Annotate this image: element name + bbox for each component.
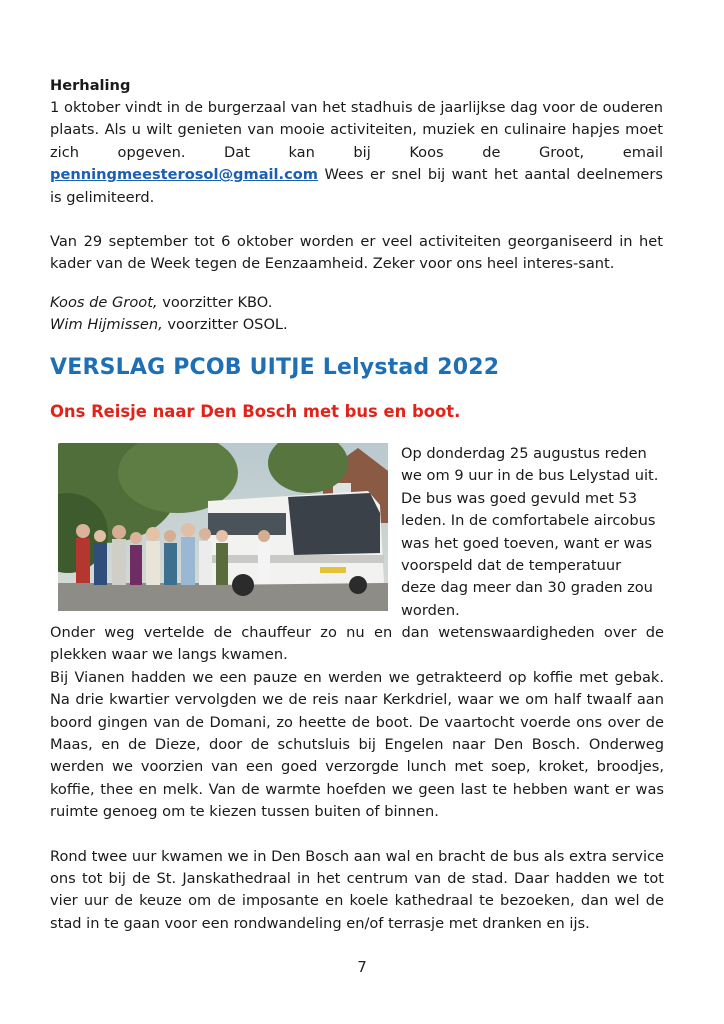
signature-role-1: voorzitter KBO.: [157, 293, 273, 311]
side-line: voorspeld dat de temperatuur: [401, 557, 622, 575]
article-paragraph-main: Onder weg vertelde de chauffeur zo nu en dan wetenswaardigheden over de plekken waar we langs kwamen. Bij Vianen hadden we een pauze en werden we getrakteerd op koffie met gebak. Na drie kwartier vervolgden we de reis naar Kerkdriel, waar we om half twaalf aan boord gingen van de Domani, zo heette de boot. De vaartocht voerde ons over de Maas, en de Dieze, door de schutsluis bij Engelen naar Den Bosch. Onderweg werden we voorzien van een goed verzorgde lunch met soep, kroket, broodjes, koffie, thee en melk. Van de warmte hoefden we geen last te hebben want er was ruimte genoeg om te kiezen tussen buiten of binnen.: [50, 624, 664, 821]
bus-photo-illustration: [58, 443, 388, 611]
article-paragraph-last: Rond twee uur kwamen we in Den Bosch aan wal en bracht de bus als extra service ons tot bij de St. Janskathedraal in het centrum van de stad. Daar hadden we tot vier uur de keuze om de imposante en koele kathedraal te bezoeken, dan wel de stad in te gaan voor een rondwandeling en/of terrasje met dranken en ijs.: [50, 847, 664, 932]
signature-name-1: Koos de Groot,: [50, 293, 158, 311]
side-line: leden. In de comfortabele aircobus: [401, 512, 656, 530]
side-line: De bus was goed gevuld met 53: [401, 489, 638, 507]
photo-side-text: [401, 443, 671, 622]
signature-role-2: voorzitter OSOL.: [162, 316, 288, 334]
intro-section: [50, 75, 663, 337]
signature-line-2: [50, 314, 663, 336]
article-title: VERSLAG PCOB UITJE Lelystad 2022: [50, 355, 500, 380]
herhaling-heading: Herhaling: [50, 77, 131, 94]
intro-text-a: 1 oktober vindt in de burgerzaal van het stadhuis de jaarlijkse dag voor de ouderen plaats. Als u wilt genieten van mooie activiteiten, muziek en culinaire hapjes moet zich opgeven. Dat kan bij Koos de Groot, email: [50, 99, 663, 161]
bus-group-photo: [58, 443, 388, 611]
side-line: deze dag meer dan 30 graden zou: [401, 579, 653, 597]
side-line: Op donderdag 25 augustus reden: [401, 445, 647, 462]
page-number: 7: [357, 958, 367, 976]
intro-paragraph: [50, 97, 663, 209]
article-body: [50, 622, 664, 935]
article-subtitle: Ons Reisje naar Den Bosch met bus en boot.: [50, 402, 461, 421]
email-link[interactable]: penningmeesterosol@gmail.com: [50, 166, 318, 184]
side-line: was het goed toeven, want er was: [401, 534, 653, 552]
intro-text-b: Wees er snel bij want het aantal deelnemers is gelimiteerd.: [50, 166, 663, 206]
side-line: we om 9 uur in de bus Lelystad uit.: [401, 467, 659, 485]
signature-name-2: Wim Hijmissen,: [50, 316, 163, 334]
eenzaamheid-paragraph: Van 29 september tot 6 oktober worden er veel activiteiten georganiseerd in het kader van de Week tegen de Eenzaamheid. Zeker voor ons heel interes-sant.: [50, 233, 663, 273]
signature-line-1: [50, 292, 663, 314]
side-line: worden.: [401, 601, 460, 619]
